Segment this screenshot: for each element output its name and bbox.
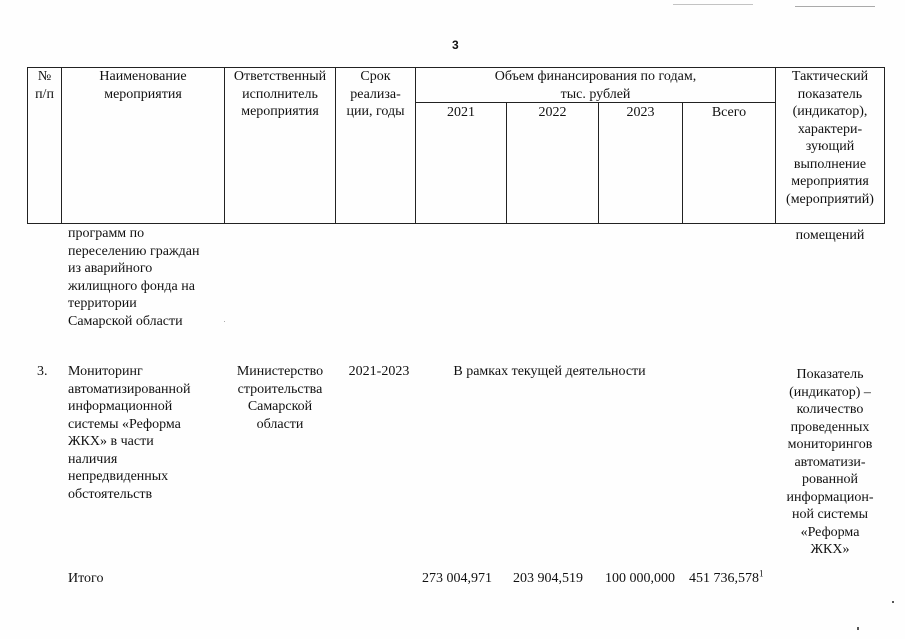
header-year-2022: 2022 (538, 105, 567, 120)
total-2021: 273 004,971 (422, 571, 492, 586)
row-term: 2021-2023 (348, 364, 410, 379)
scan-artifact (224, 321, 225, 322)
row-financing-note: В рамках текущей деятельности (453, 364, 646, 379)
header-total: Всего (711, 105, 747, 120)
row-executor: Министерство строительства Самарской области (236, 364, 324, 432)
row-name: Мониторинг автоматизированной информационной системы «Реформа ЖКХ» в части наличия непредвиденных обстоятельств (68, 364, 191, 502)
total-label: Итого (68, 571, 104, 586)
scan-artifact (892, 601, 894, 603)
row-indicator: Показатель (индикатор) – количество проведенных мониторингов автоматизи- рованной информацион- ной системы «Реформа ЖКХ» (786, 367, 874, 557)
total-2023: 100 000,000 (605, 571, 675, 586)
header-name: Наименование мероприятия (99, 69, 187, 102)
scan-artifact (673, 4, 753, 5)
header-financing: Объем финансирования по годам, тыс. рублей (494, 69, 697, 102)
page-number: 3 (452, 38, 459, 52)
continued-row-indicator: помещений (795, 228, 865, 243)
header-bottom-border (27, 223, 885, 224)
row-number: 3. (37, 364, 48, 379)
header-term: Срок реализа- ции, годы (346, 69, 405, 119)
continued-row-name: программ по переселению граждан из аварийного жилищного фонда на территории Самарской области (68, 226, 200, 329)
total-sum-value: 451 736,578 (689, 571, 759, 586)
table-right-border (884, 67, 885, 224)
header-executor: Ответственный исполнитель мероприятия (233, 69, 327, 119)
total-2022: 203 904,519 (513, 571, 583, 586)
header-indicator: Тактический показатель (индикатор), характери- зующий выполнение мероприятия (мероприятий) (786, 69, 874, 207)
footnote-mark: 1 (759, 568, 764, 579)
scan-artifact (857, 627, 859, 630)
scan-artifact (795, 6, 875, 7)
total-sum (689, 570, 764, 588)
header-year-2021: 2021 (447, 105, 475, 120)
header-number: № п/п (35, 69, 54, 102)
header-year-2023: 2023 (626, 105, 655, 120)
